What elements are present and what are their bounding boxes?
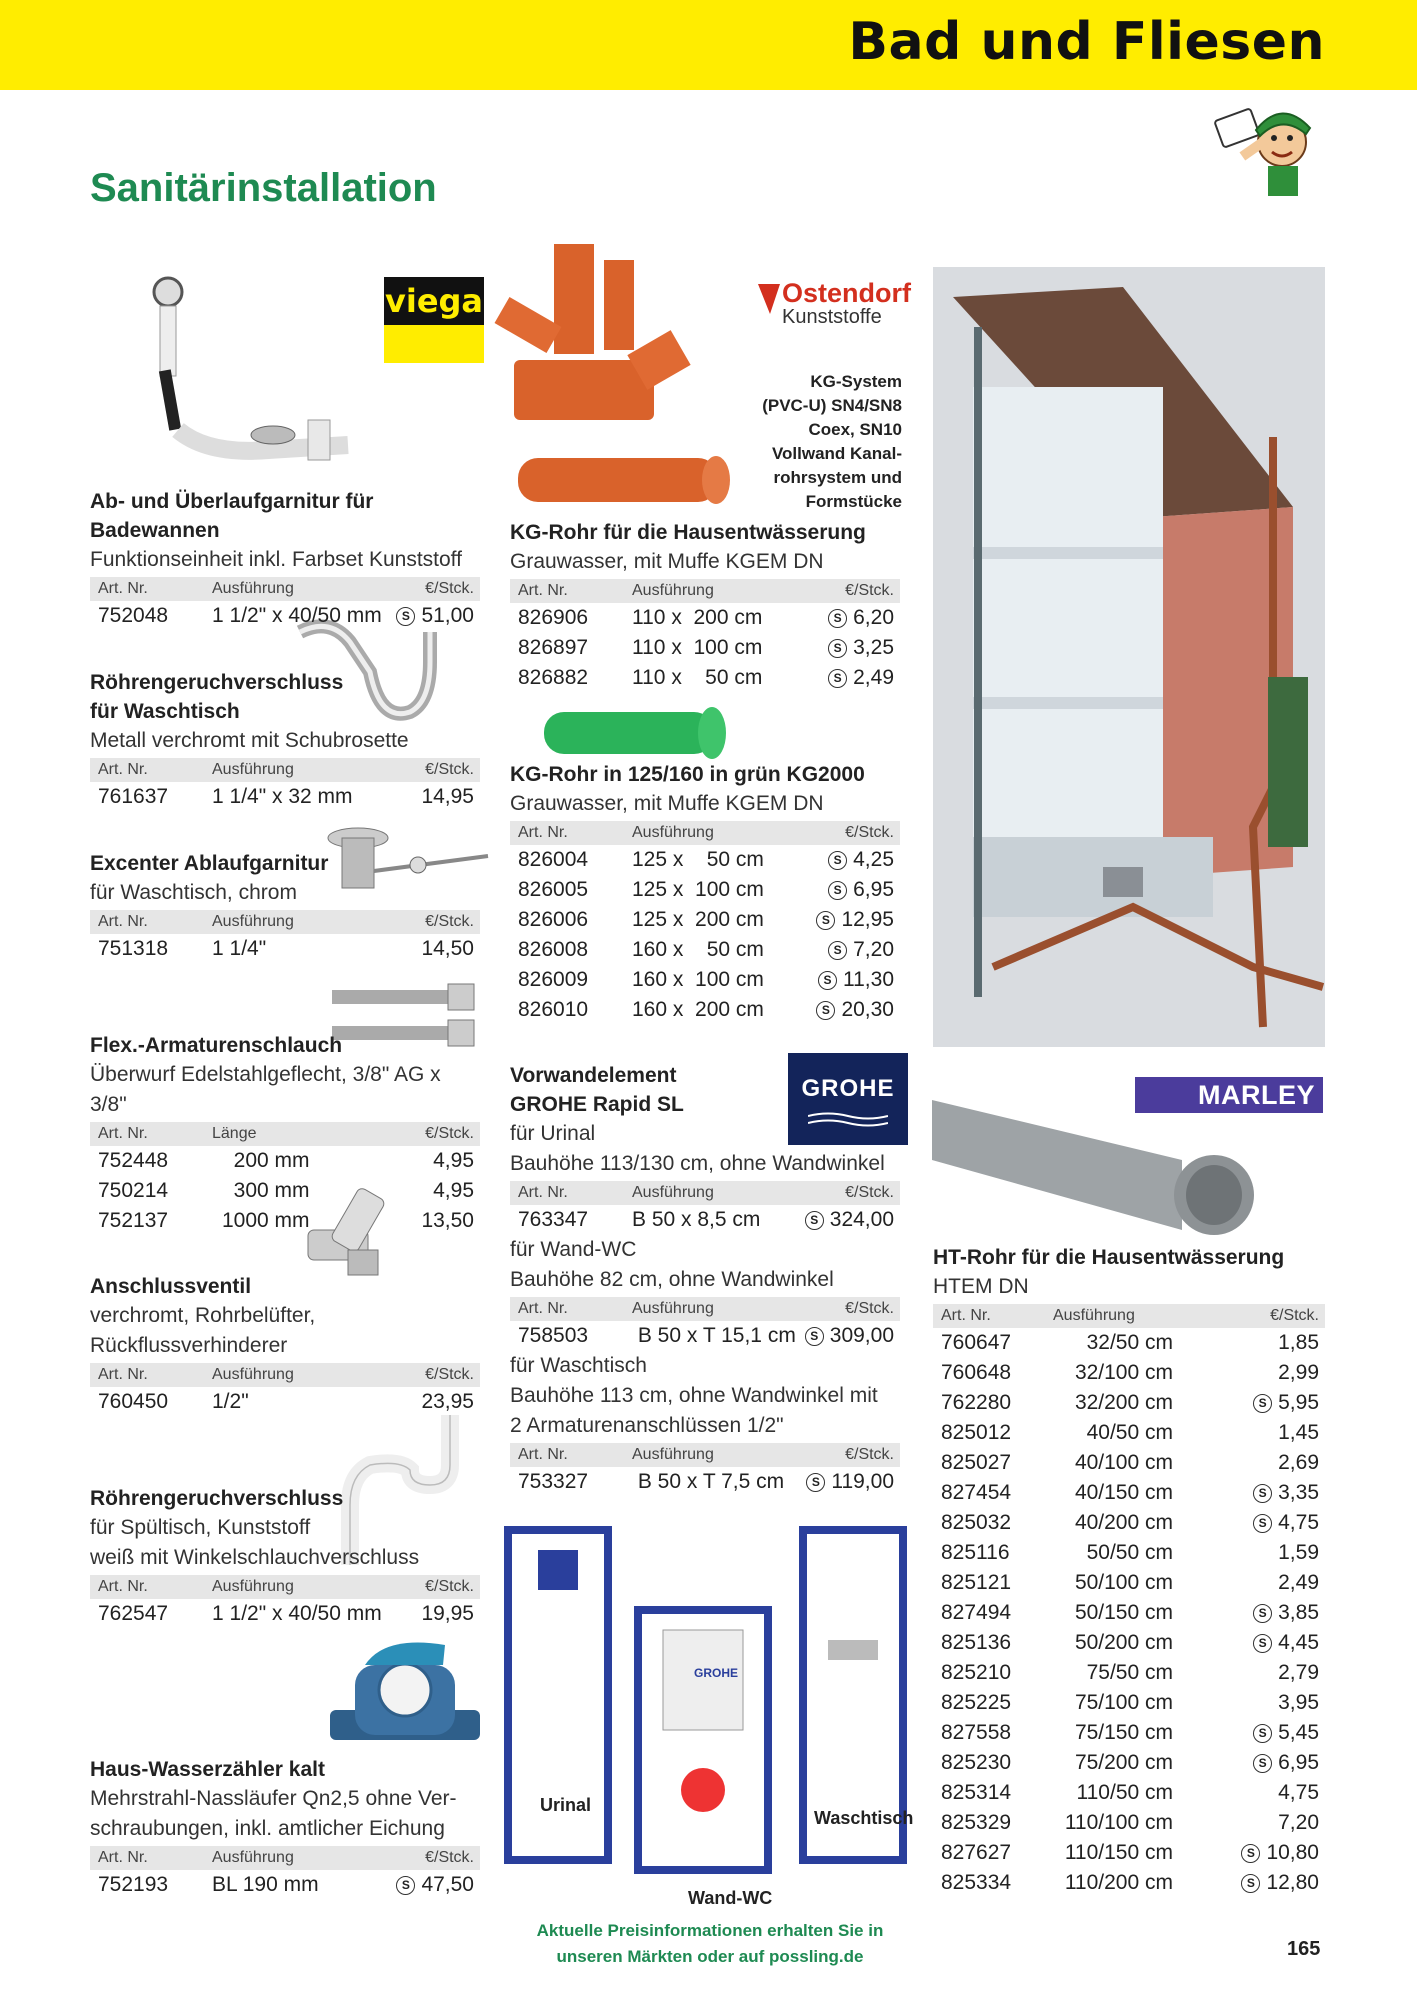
- price: S 7,20: [828, 935, 894, 965]
- special-price-icon: S: [828, 669, 847, 688]
- price: S 10,80: [1241, 1838, 1319, 1868]
- table-row: [933, 1508, 1325, 1538]
- article-number: 827494: [941, 1601, 1012, 1624]
- table-row: 752048 1 1/2" x 40/50 mm S 51,00: [98, 604, 474, 627]
- table-body: [510, 603, 900, 693]
- article-number: 762280: [941, 1391, 1012, 1414]
- table-row: [933, 1418, 1325, 1448]
- table-row: 758503 B 50 x T 15,1 cm S 309,00: [518, 1324, 894, 1347]
- table-row: [933, 1628, 1325, 1658]
- grohe-logo: GROHE: [788, 1053, 908, 1145]
- specification: 50/150 cm: [1074, 1601, 1173, 1624]
- table-row: 752193 BL 190 mm S 47,50: [98, 1873, 474, 1896]
- price: 2,99: [1278, 1361, 1319, 1384]
- table-row: [933, 1808, 1325, 1838]
- specification: 75/50 cm: [1074, 1661, 1173, 1684]
- grohe-frame-brand: GROHE: [694, 1666, 739, 1680]
- ostendorf-logo: Ostendorf Kunststoffe: [756, 278, 906, 328]
- article-number: 827454: [941, 1481, 1012, 1504]
- specification: 50/100 cm: [1074, 1571, 1173, 1594]
- viega-logo: viega: [384, 277, 484, 363]
- price: S 11,30: [818, 965, 894, 995]
- product-excenter: Excenter Ablaufgarnitur für Waschtisch, chrom Art. Nr. Ausführung €/Stck. 751318 1 1/4" 14,50: [90, 849, 480, 964]
- special-price-icon: S: [1241, 1874, 1260, 1893]
- price: 2,79: [1278, 1661, 1319, 1684]
- article-number: 825012: [941, 1421, 1012, 1444]
- grohe-frames-image: [488, 1520, 918, 1885]
- specification: 110 x 50 cm: [632, 666, 763, 689]
- water-meter-image: [325, 1635, 485, 1765]
- price: S 6,95: [1253, 1748, 1319, 1778]
- article-number: 826005: [518, 878, 589, 901]
- table-row: [510, 935, 900, 965]
- article-number: 825225: [941, 1691, 1012, 1714]
- table-row: [510, 845, 900, 875]
- price: S 20,30: [816, 995, 894, 1025]
- specification: 110/150 cm: [1064, 1841, 1173, 1864]
- article-number: 826004: [518, 848, 589, 871]
- price: 3,95: [1278, 1691, 1319, 1714]
- article-number: 827627: [941, 1841, 1012, 1864]
- special-price-icon: S: [828, 851, 847, 870]
- price: S 12,95: [816, 905, 894, 935]
- price: 1,59: [1278, 1541, 1319, 1564]
- product-wasserzaehler: Haus-Wasserzähler kalt Mehrstrahl-Nassläufer Qn2,5 ohne Ver- schraubungen, inkl. amtlicher Eichung Art. Nr. Ausführung €/Stck. 752193 BL 190 mm S 47,50: [90, 1755, 480, 1900]
- table-row: 750214 300 mm 4,95: [98, 1179, 474, 1202]
- product-kg-rohr: KG-Rohr für die Hausentwässerung Grauwasser, mit Muffe KGEM DN Art. Nr. Ausführung €/Stck. 826906 110 x 200 cm S 6,20 826897 110 x 100 cm S 3,25 826882 110 x 50 cm S 2,49: [510, 518, 900, 693]
- product-ht-rohr: HT-Rohr für die Hausentwässerung HTEM DN Art. Nr. Ausführung €/Stck. 760647 32/50 cm 1,85 760648 32/100 cm 2,99 762280 32/200 cm S 5,95 825012 40/50 cm 1,45 825027 40/100 cm 2,69 827454 40/150 cm S 3,35 825032 40/200 cm S 4,75 825116 50/50 cm 1,59 825121 50/100 cm 2,49 827494 50/150 cm S 3,85 825136 50/200 cm S 4,45 825210 75/50 cm 2,79 825225 75/100 cm 3,95 827558 75/150 cm S 5,45 825230 75/200 cm S 6,95 825314 110/50 cm 4,75 825329 110/100 cm 7,20 827627 110/150 cm S 10,80 825334 110/200 cm S 12,80: [933, 1243, 1325, 1898]
- special-price-icon: S: [805, 1211, 824, 1230]
- specification: 125 x 50 cm: [632, 848, 764, 871]
- article-number: 826897: [518, 636, 589, 659]
- table-row: [933, 1388, 1325, 1418]
- table-header: Art. Nr. Ausführung €/Stck.: [90, 1575, 480, 1599]
- ht-pipe-image: [932, 1090, 1262, 1240]
- specification: 40/100 cm: [1074, 1451, 1173, 1474]
- specification: 75/100 cm: [1074, 1691, 1173, 1714]
- specification: 32/100 cm: [1074, 1361, 1173, 1384]
- specification: 110 x 100 cm: [632, 636, 763, 659]
- specification: 110/50 cm: [1076, 1781, 1173, 1804]
- page-number: 165: [1287, 1938, 1321, 1960]
- article-number: 826006: [518, 908, 589, 931]
- special-price-icon: S: [1253, 1754, 1272, 1773]
- article-number: 825230: [941, 1751, 1012, 1774]
- special-price-icon: S: [828, 881, 847, 900]
- specification: 32/50 cm: [1074, 1331, 1173, 1354]
- article-number: 826010: [518, 998, 589, 1021]
- table-header: Art. Nr. Ausführung €/Stck.: [510, 1443, 900, 1467]
- product-sub: Funktionseinheit inkl. Farbset Kunststoff: [90, 548, 462, 571]
- special-price-icon: S: [1253, 1394, 1272, 1413]
- kg-fittings-image: [494, 240, 694, 436]
- price: S 5,95: [1253, 1388, 1319, 1418]
- product-grohe-rapid: Vorwandelement GROHE Rapid SL für Urinal Bauhöhe 113/130 cm, ohne Wandwinkel Art. Nr. Ausführung €/Stck. 763347 B 50 x 8,5 cm S 324,00 für Wand-WC Bauhöhe 82 cm, ohne Wandwinkel Art. Nr. Ausführung €/Stck. 758503 B 50 x T 15,1 cm S 309,00 für Waschtisch Bauhöhe 113 cm, ohne Wandwinkel mit 2 Armaturenanschlüssen 1/2" Art. Nr. Ausführung €/Stck. 753327 B 50 x T 7,5 cm S 119,00: [510, 1061, 900, 1497]
- price: S 3,25: [828, 633, 894, 663]
- price: 1,85: [1278, 1331, 1319, 1354]
- table-header: Art. Nr. Ausführung €/Stck.: [510, 1181, 900, 1205]
- price: S 6,95: [828, 875, 894, 905]
- article-number: 825116: [941, 1541, 1010, 1564]
- special-price-icon: S: [396, 1876, 415, 1895]
- table-row: 762547 1 1/2" x 40/50 mm 19,95: [98, 1602, 474, 1625]
- table-row: [933, 1778, 1325, 1808]
- table-row: 752448 200 mm 4,95: [98, 1149, 474, 1172]
- bath-drain-image: [118, 270, 358, 485]
- article-number: 760647: [941, 1331, 1012, 1354]
- article-number: 825334: [941, 1871, 1012, 1894]
- table-row: [510, 603, 900, 633]
- article-number: 825210: [941, 1661, 1012, 1684]
- specification: 160 x 100 cm: [632, 968, 764, 991]
- table-header: Art. Nr. Ausführung €/Stck.: [90, 1846, 480, 1870]
- waschtisch-label: Waschtisch: [814, 1808, 914, 1828]
- product-roehren-waschtisch: Röhrengeruchverschluss für Waschtisch Metall verchromt mit Schubrosette Art. Nr. Ausführung €/Stck. 761637 1 1/4" x 32 mm 14,95: [90, 668, 480, 812]
- price: S 4,45: [1253, 1628, 1319, 1658]
- table-row: [933, 1448, 1325, 1478]
- article-number: 826882: [518, 666, 589, 689]
- urinal-label: Urinal: [540, 1795, 592, 1815]
- article-number: 826906: [518, 606, 589, 629]
- price: S 6,20: [828, 603, 894, 633]
- article-number: 826008: [518, 938, 589, 961]
- special-price-icon: S: [828, 609, 847, 628]
- special-price-icon: S: [805, 1327, 824, 1346]
- table-row: [933, 1718, 1325, 1748]
- specification: 75/200 cm: [1074, 1751, 1173, 1774]
- product-ablauf: [90, 487, 480, 631]
- special-price-icon: S: [816, 911, 835, 930]
- price: S 4,25: [828, 845, 894, 875]
- table-row: [510, 633, 900, 663]
- table-row: 760450 1/2" 23,95: [98, 1390, 474, 1413]
- price: S 3,35: [1253, 1478, 1319, 1508]
- product-roehren-spueltisch: Röhrengeruchverschluss für Spültisch, Kunststoff weiß mit Winkelschlauchverschluss Art. Nr. Ausführung €/Stck. 762547 1 1/2" x 40/50 mm 19,95: [90, 1484, 480, 1629]
- table-row: 761637 1 1/4" x 32 mm 14,95: [98, 785, 474, 808]
- price: 2,69: [1278, 1451, 1319, 1474]
- specification: 50/50 cm: [1074, 1541, 1173, 1564]
- mascot-illustration: [1210, 90, 1330, 200]
- table-row: [933, 1868, 1325, 1898]
- table-header: Art. Nr. Ausführung €/Stck.: [933, 1304, 1325, 1328]
- table-row: [933, 1478, 1325, 1508]
- product-kg-gruen: KG-Rohr in 125/160 in grün KG2000 Grauwasser, mit Muffe KGEM DN Art. Nr. Ausführung €/Stck. 826004 125 x 50 cm S 4,25 826005 125 x 100 cm S 6,95 826006 125 x 200 cm S 12,95 826008 160 x 50 cm S 7,20 826009 160 x 100 cm S 11,30 826010 160 x 200 cm S 20,30: [510, 760, 900, 1025]
- special-price-icon: S: [1253, 1604, 1272, 1623]
- article-number: 825027: [941, 1451, 1012, 1474]
- table-row: [933, 1838, 1325, 1868]
- table-row: [510, 995, 900, 1025]
- table-header: Art. Nr. Ausführung €/Stck.: [510, 579, 900, 603]
- product-flex: Flex.-Armaturenschlauch Überwurf Edelstahlgeflecht, 3/8" AG x 3/8" Art. Nr. Länge €/Stck. 752448 200 mm 4,95 750214 300 mm 4,95 752137 1000 mm 13,50: [90, 1031, 480, 1236]
- house-drainage-illustration: [933, 267, 1325, 1047]
- price: 7,20: [1278, 1811, 1319, 1834]
- article-number: 825314: [941, 1781, 1012, 1804]
- table-header: Art. Nr. Länge €/Stck.: [90, 1122, 480, 1146]
- table-row: [510, 875, 900, 905]
- article-number: 825136: [941, 1631, 1012, 1654]
- price: S 12,80: [1241, 1868, 1319, 1898]
- table-row: [933, 1598, 1325, 1628]
- special-price-icon: S: [1253, 1634, 1272, 1653]
- table-header: Art. Nr. Ausführung €/Stck.: [510, 1297, 900, 1321]
- special-price-icon: S: [806, 1473, 825, 1492]
- table-row: [933, 1538, 1325, 1568]
- article-number: 825121: [941, 1571, 1012, 1594]
- specification: 110/200 cm: [1064, 1871, 1173, 1894]
- table-header: Art. Nr. Ausführung €/Stck.: [510, 821, 900, 845]
- special-price-icon: S: [828, 941, 847, 960]
- specification: 75/150 cm: [1074, 1721, 1173, 1744]
- table-row: [933, 1688, 1325, 1718]
- specification: 110 x 200 cm: [632, 606, 763, 629]
- specification: 125 x 100 cm: [632, 878, 764, 901]
- special-price-icon: S: [1253, 1514, 1272, 1533]
- table-body: [510, 845, 900, 1025]
- article-number: 760648: [941, 1361, 1012, 1384]
- table-header: Art. Nr. Ausführung €/Stck.: [90, 758, 480, 782]
- table-header: Art. Nr. Ausführung €/Stck.: [90, 1363, 480, 1387]
- special-price-icon: S: [396, 607, 415, 626]
- special-price-icon: S: [1253, 1724, 1272, 1743]
- special-price-icon: S: [1253, 1484, 1272, 1503]
- special-price-icon: S: [828, 639, 847, 658]
- table-row: [933, 1328, 1325, 1358]
- specification: 160 x 200 cm: [632, 998, 764, 1021]
- table-row: [933, 1568, 1325, 1598]
- table-row: 763347 B 50 x 8,5 cm S 324,00: [518, 1208, 894, 1231]
- marley-logo: MARLEY: [1135, 1077, 1323, 1113]
- specification: 125 x 200 cm: [632, 908, 764, 931]
- table-row: [510, 965, 900, 995]
- table-row: [933, 1358, 1325, 1388]
- table-row: [510, 663, 900, 693]
- special-price-icon: S: [816, 1001, 835, 1020]
- page-title: Bad und Fliesen: [848, 12, 1325, 72]
- price: S 4,75: [1253, 1508, 1319, 1538]
- price: S 3,85: [1253, 1598, 1319, 1628]
- specification: 40/50 cm: [1074, 1421, 1173, 1444]
- article-number: 826009: [518, 968, 589, 991]
- price-info-note: Aktuelle Preisinformationen erhalten Sie in unseren Märkten oder auf possling.de: [536, 1921, 884, 1966]
- specification: 40/200 cm: [1074, 1511, 1173, 1534]
- special-price-icon: S: [818, 971, 837, 990]
- specification: 50/200 cm: [1074, 1631, 1173, 1654]
- table-row: 752137 1000 mm 13,50: [98, 1209, 474, 1232]
- table-row: 753327 B 50 x T 7,5 cm S 119,00: [518, 1470, 894, 1493]
- specification: 160 x 50 cm: [632, 938, 764, 961]
- product-anschlussventil: Anschlussventil verchromt, Rohrbelüfter, Rückflussverhinderer Art. Nr. Ausführung €/Stck. 760450 1/2" 23,95: [90, 1272, 480, 1417]
- kg-green-pipe-image: [540, 700, 730, 766]
- specification: 110/100 cm: [1064, 1811, 1173, 1834]
- price: 4,75: [1278, 1781, 1319, 1804]
- price: 2,49: [1278, 1571, 1319, 1594]
- table-row: 751318 1 1/4" 14,50: [98, 937, 474, 960]
- wandwc-label: Wand-WC: [688, 1888, 773, 1908]
- price: S 2,49: [828, 663, 894, 693]
- product-title: Ab- und Überlaufgarnitur für Badewannen: [90, 490, 374, 542]
- section-title: Sanitärinstallation: [90, 166, 437, 210]
- article-number: 827558: [941, 1721, 1012, 1744]
- article-number: 825329: [941, 1811, 1012, 1834]
- table-row: [933, 1748, 1325, 1778]
- table-header: Art. Nr. Ausführung €/Stck.: [90, 577, 480, 601]
- kg-system-note: KG-System (PVC-U) SN4/SN8 Coex, SN10 Vollwand Kanal- rohrsystem und Formstücke: [762, 372, 902, 511]
- special-price-icon: S: [1241, 1844, 1260, 1863]
- article-number: 825032: [941, 1511, 1012, 1534]
- table-row: [510, 905, 900, 935]
- specification: 40/150 cm: [1074, 1481, 1173, 1504]
- specification: 32/200 cm: [1074, 1391, 1173, 1414]
- price: S 5,45: [1253, 1718, 1319, 1748]
- table-row: [933, 1658, 1325, 1688]
- table-header: Art. Nr. Ausführung €/Stck.: [90, 910, 480, 934]
- price: 1,45: [1278, 1421, 1319, 1444]
- table-body: [933, 1328, 1325, 1898]
